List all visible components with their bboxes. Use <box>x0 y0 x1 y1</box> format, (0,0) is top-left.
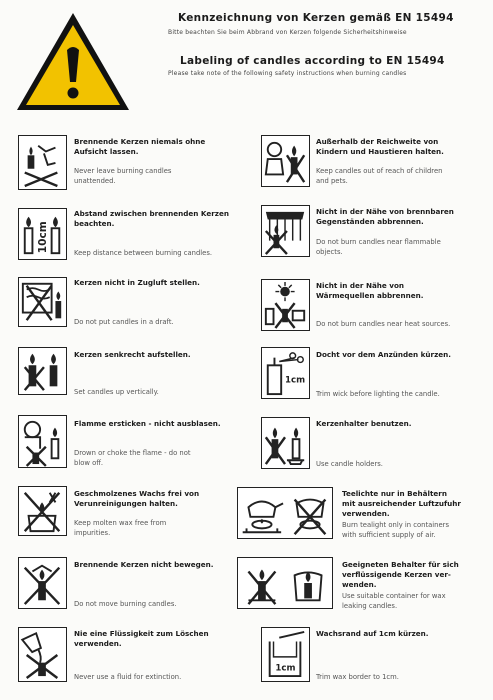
instruction-en-line2: blow off. <box>74 459 104 467</box>
instruction-en-line2: with sufficient supply of air. <box>342 531 436 539</box>
trim-wax-border-icon <box>261 627 310 682</box>
instruction-de-line2: beachten. <box>74 219 115 228</box>
instruction-en-line1: Drown or choke the flame - do not <box>74 449 191 457</box>
instruction-en-line2: and pets. <box>316 177 348 185</box>
instruction-en-line2: leaking candles. <box>342 602 398 610</box>
instruction-de-line2: Gegenständen abbrennen. <box>316 217 424 226</box>
suitable-container-icon <box>237 557 333 609</box>
instruction-de-line1: Nicht in der Nähe von <box>316 281 405 290</box>
instruction-de-line2: Aufsicht lassen. <box>74 147 139 156</box>
warning-triangle-icon <box>14 10 132 114</box>
instruction-de-line1: Brennende Kerzen niemals ohne <box>74 137 206 146</box>
vertical-candle-icon <box>18 347 67 395</box>
instruction-de-line2: Wärmequellen abbrennen. <box>316 291 424 300</box>
instruction-de-line2: Kindern und Haustieren halten. <box>316 147 444 156</box>
title-de: Kennzeichnung von Kerzen gemäß EN 15494 <box>178 12 454 24</box>
trim-wick-icon <box>261 347 310 399</box>
instruction-de-line1: Außerhalb der Reichweite von <box>316 137 439 146</box>
instruction-de-line1: Abstand zwischen brennenden Kerzen <box>74 209 229 218</box>
instruction-de-line1: Nicht in der Nähe von brennbaren <box>316 207 454 216</box>
instruction-en-line2: unattended. <box>74 177 116 185</box>
instruction-en-line1: Keep candles out of reach of children <box>316 167 443 175</box>
instruction-de-line1: Geschmolzenes Wachs frei von <box>74 489 200 498</box>
instruction-en-line1: Do not put candles in a draft. <box>74 318 174 326</box>
candle-holder-icon <box>261 417 310 469</box>
instruction-de-line1: Wachsrand auf 1cm kürzen. <box>316 629 429 638</box>
children-pets-icon <box>261 135 310 187</box>
instruction-de-line3: verwenden. <box>342 509 390 518</box>
instruction-de-line1: Geeigneten Behalter für sich <box>342 560 459 569</box>
flammable-objects-icon <box>261 205 310 257</box>
instruction-en-line1: Use suitable container for wax <box>342 592 446 600</box>
choke-flame-icon <box>18 415 67 468</box>
instruction-en-line1: Never use a fluid for extinction. <box>74 673 182 681</box>
molten-wax-icon <box>18 486 67 536</box>
instruction-de-line1: Brennende Kerzen nicht bewegen. <box>74 560 214 569</box>
instruction-de-line2: mit ausreichender Luftzufuhr <box>342 499 461 508</box>
instruction-en-line1: Keep molten wax free from <box>74 519 167 527</box>
instruction-en-line1: Trim wick before lighting the candle. <box>316 390 440 398</box>
instruction-de-line1: Kerzenhalter benutzen. <box>316 419 412 428</box>
instruction-en-line1: Set candles up vertically. <box>74 388 159 396</box>
instruction-de-line2: Verunreinigungen halten. <box>74 499 178 508</box>
instruction-de-line3: wenden. <box>342 580 377 589</box>
instruction-en-line2: objects. <box>316 248 343 256</box>
instruction-en-line1: Do not move burning candles. <box>74 600 177 608</box>
tealight-container-icon <box>237 487 333 539</box>
no-fluid-icon <box>18 627 67 682</box>
instruction-de-line1: Flamme ersticken - nicht ausblasen. <box>74 419 221 428</box>
instruction-en-line1: Do not burn candles near flammable <box>316 238 441 246</box>
do-not-move-icon <box>18 557 67 609</box>
instruction-en-line1: Do not burn candles near heat sources. <box>316 320 451 328</box>
distance-label: 10cm <box>36 221 49 254</box>
header <box>0 0 493 120</box>
unattended-candle-icon <box>18 135 67 190</box>
instruction-de-line2: verwenden. <box>74 639 122 648</box>
instruction-de-line1: Kerzen senkrecht aufstellen. <box>74 350 191 359</box>
instruction-de-line1: Docht vor dem Anzünden kürzen. <box>316 350 451 359</box>
instruction-en-line1: Use candle holders. <box>316 460 383 468</box>
border-size-label: 1cm <box>275 663 296 674</box>
instruction-en-line1: Never leave burning candles <box>74 167 172 175</box>
title-en: Labeling of candles according to EN 15494 <box>180 55 445 67</box>
instruction-en-line1: Trim wax border to 1cm. <box>316 673 399 681</box>
instruction-en-line1: Burn tealight only in containers <box>342 521 449 529</box>
instruction-en-line1: Keep distance between burning candles. <box>74 249 213 257</box>
wick-size-label: 1cm <box>285 375 306 386</box>
candle-distance-icon <box>18 208 67 260</box>
instruction-de-line1: Teelichte nur in Behältern <box>342 489 447 498</box>
subtitle-en: Please take note of the following safety instructions when burning candles <box>168 70 407 77</box>
subtitle-de: Bitte beachten Sie beim Abbrand von Kerzen folgende Sicherheitshinweise <box>168 29 407 36</box>
heat-sources-icon <box>261 279 310 331</box>
instruction-en-line2: impurities. <box>74 529 111 537</box>
instruction-de-line2: verflüssigende Kerzen ver- <box>342 570 451 579</box>
instruction-de-line1: Nie eine Flüssigkeit zum Löschen <box>74 629 209 638</box>
draft-icon <box>18 277 67 327</box>
instruction-de-line1: Kerzen nicht in Zugluft stellen. <box>74 278 200 287</box>
